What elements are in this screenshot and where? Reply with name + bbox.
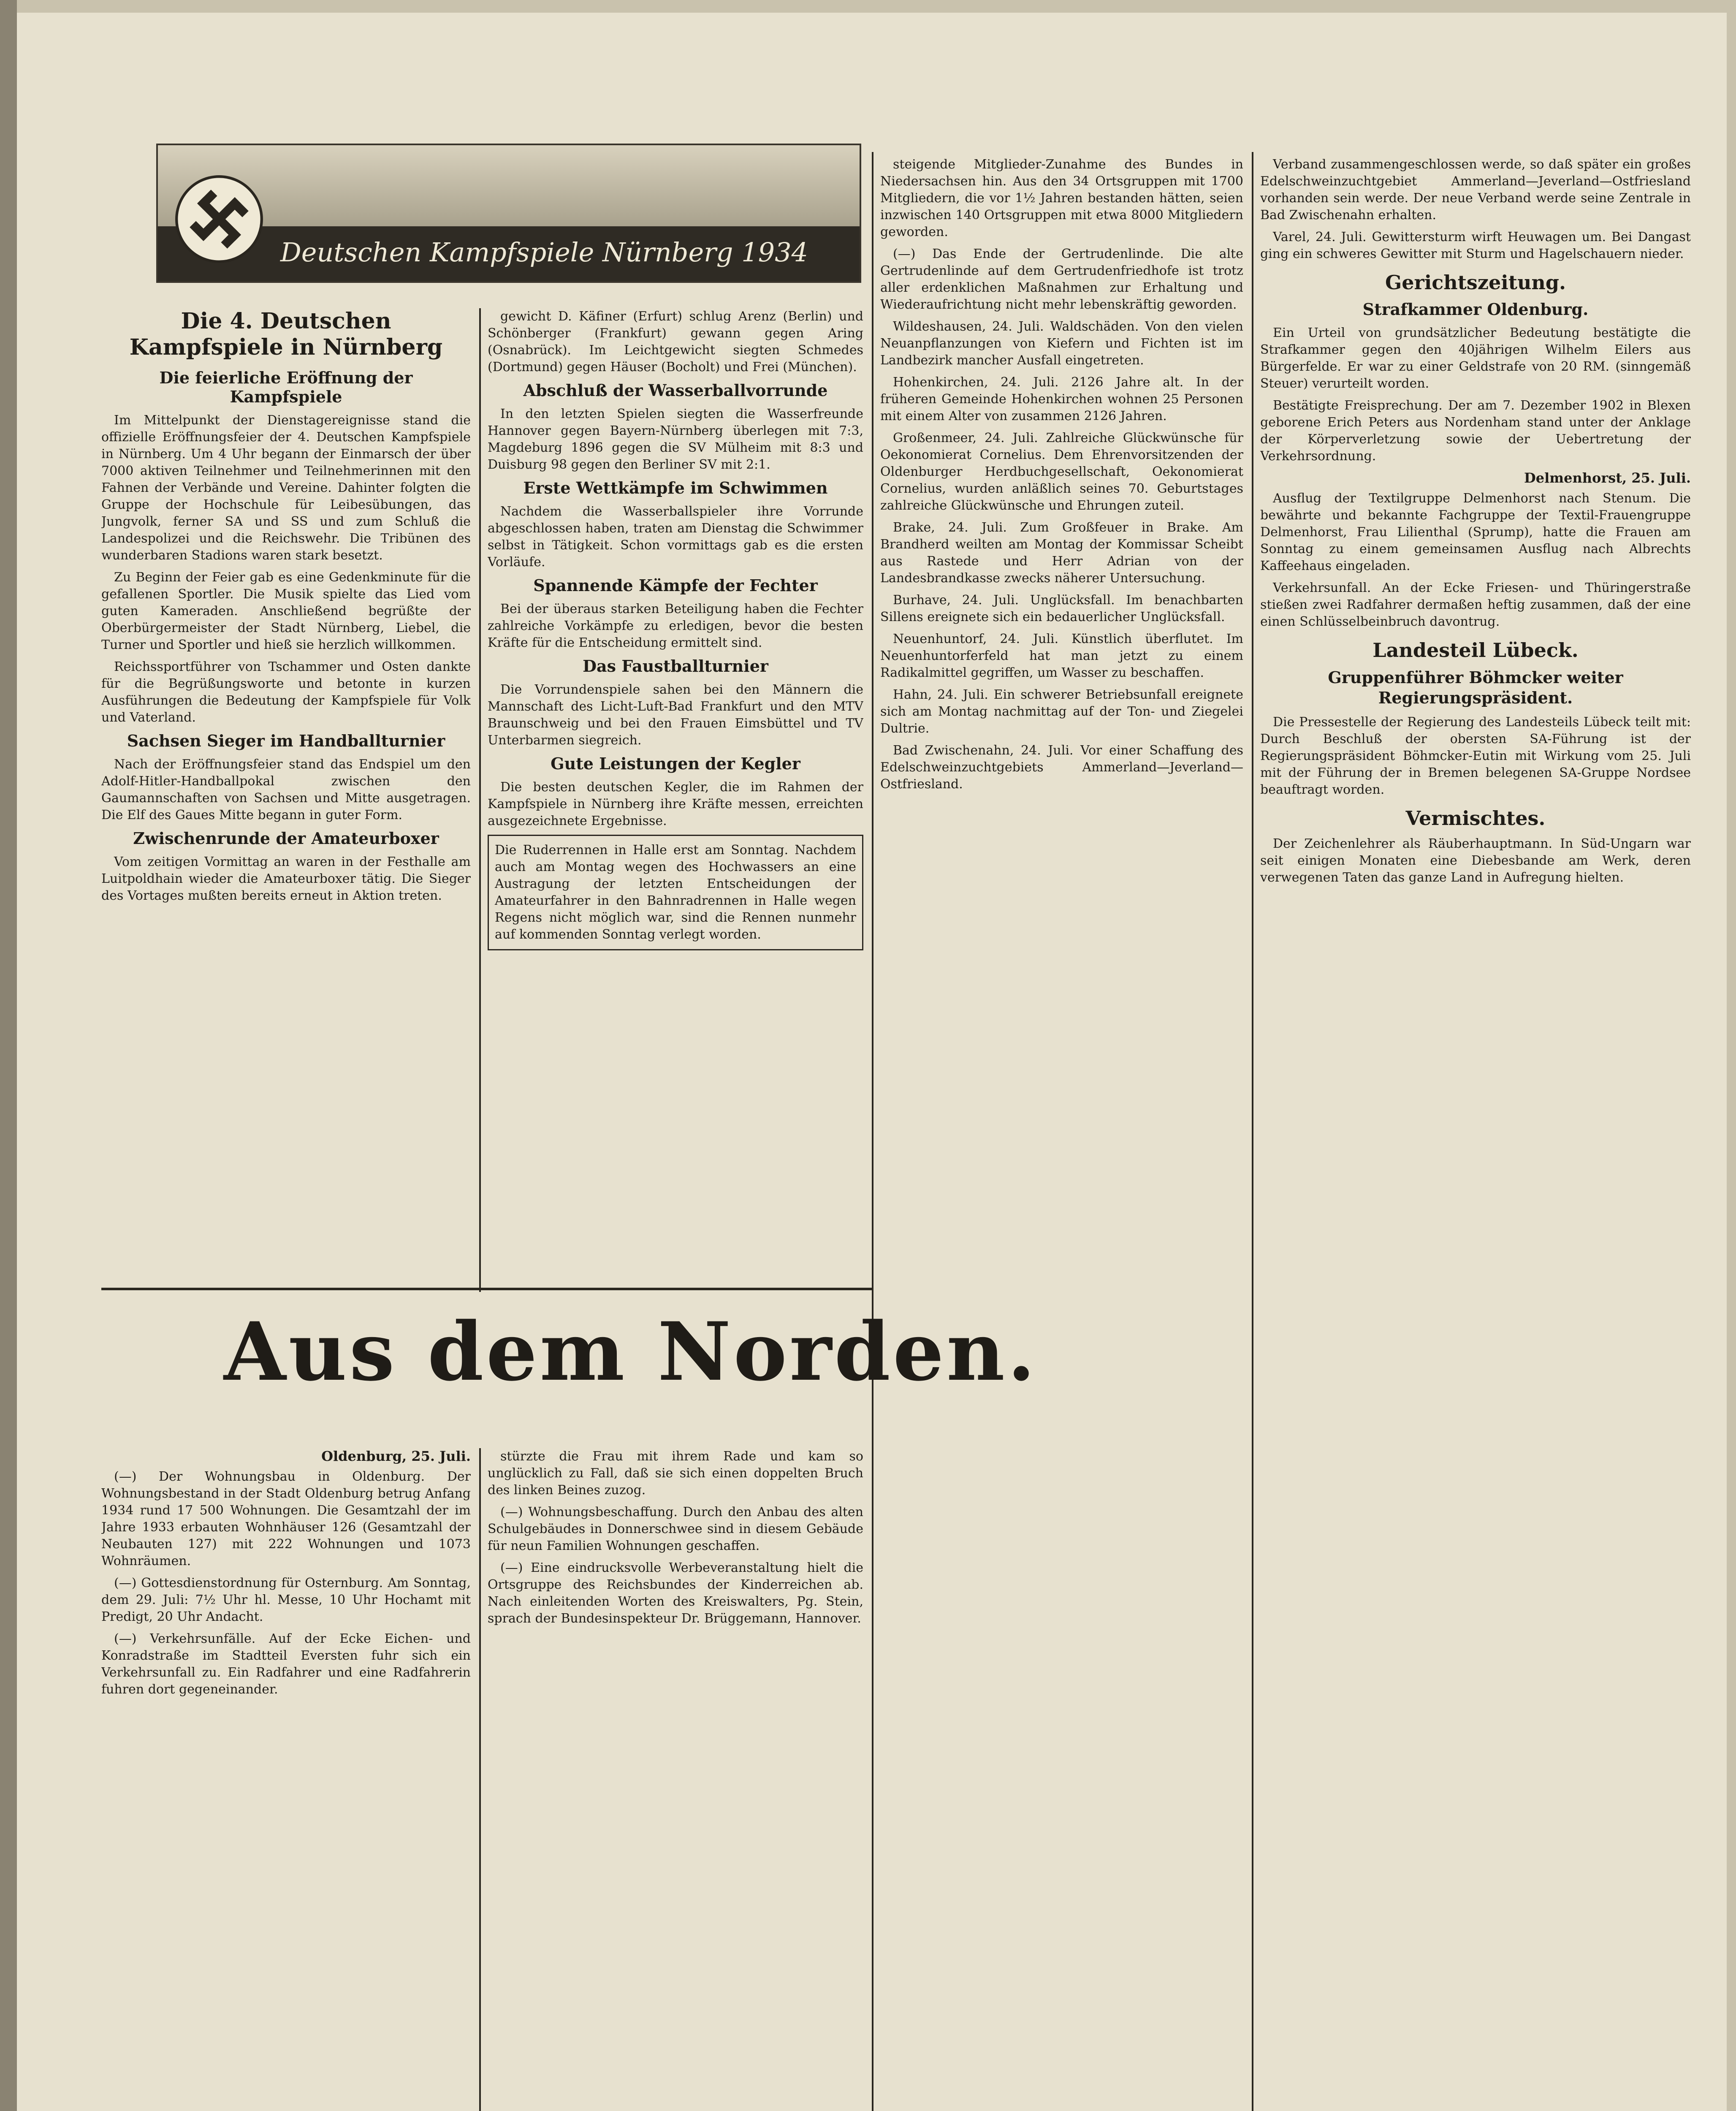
article-paragraph: Bad Zwischenahn, 24. Juli. Vor einer Schaffung des Edelschweinzuchtgebiets Ammerland—Jeverland—Ostfriesland. [880,743,1243,792]
article-paragraph: (—) Der Wohnungsbau in Oldenburg. Der Wohnungsbestand in der Stadt Oldenburg betrug Anfang 1934 rund 17 500 Wohnungen. Die Gesamtzahl der im Jahre 1933 erbauten Wohnhäuser 126 (Gesamtzahl der Neubauten 127) mit 222 Wohnungen und 1073 Wohnräumen. [101,1469,471,1568]
article-paragraph: Neuenhuntorf, 24. Juli. Künstlich überflutet. Im Neuenhuntorferfeld hat man jetzt zu einem Radikalmittel gegriffen, um Wasser zu beschaffen. [880,632,1243,680]
article-paragraph: Bestätigte Freisprechung. Der am 7. Dezember 1902 in Blexen geborene Erich Peters aus Nordenham stand unter der Anklage der Körperverletzung sowie der Uebertretung der Verkehrsordnung. [1260,398,1691,464]
section-masthead: Aus dem Norden. [224,1305,1038,1399]
section-heading: Landesteil Lübeck. [1373,639,1579,662]
column-rule [872,152,873,2111]
column-rule [1252,152,1253,2111]
north-column-left [101,1448,471,2111]
article-subhead: Abschluß der Wasserballvorrunde [523,381,828,400]
article-paragraph: stürzte die Frau mit ihrem Rade und kam so unglücklich zu Fall, daß sie sich einen doppelten Bruch des linken Beines zuzog. [488,1449,863,1498]
article-paragraph: steigende Mitglieder-Zunahme des Bundes in Niedersachsen hin. Aus den 34 Ortsgruppen mit 1700 Mitgliedern, die vor 1½ Jahren bestanden hätten, seien inzwischen 140 Ortsgruppen mit etwa 8000 Mitgliedern geworden. [880,157,1243,239]
section-subheading: Strafkammer Oldenburg. [1362,300,1589,319]
article-paragraph: (—) Gottesdienstordnung für Osternburg. Am Sonntag, dem 29. Juli: 7½ Uhr hl. Messe, 10 Uhr Hochamt mit Predigt, 20 Uhr Andacht. [101,1576,471,1624]
north-column-right [488,1448,863,2111]
dateline: Delmenhorst, 25. Juli. [1524,470,1691,486]
article-paragraph: Hahn, 24. Juli. Ein schwerer Betriebsunfall ereignete sich am Montag nachmittag auf der Ton- und Ziegelei Dultrie. [880,687,1243,736]
article-paragraph: Zu Beginn der Feier gab es eine Gedenkminute für die gefallenen Sportler. Die Musik spielte das Lied vom guten Kameraden. Anschließend begrüßte der Oberbürgermeister der Stadt Nürnberg, Liebel, die Turner und Sportler und hieß sie herzlich willkommen. [101,570,471,652]
article-paragraph: In den letzten Spielen siegten die Wasserfreunde Hannover gegen Bayern-Nürnberg überlegen mit 7:3, Magdeburg 1896 gegen die SV Mülheim mit 8:3 und Duisburg 98 gegen den Berliner SV mit 2:1. [488,407,863,472]
article-paragraph: Wildeshausen, 24. Juli. Waldschäden. Von den vielen Neuanpflanzungen von Kiefern und Fichten ist im Landbezirk mancher Ausfall eingetreten. [880,319,1243,368]
sports-column [488,308,863,1279]
article-paragraph: Reichssportführer von Tschammer und Osten dankte für die Begrüßungsworte und betonte in kurzen Ausführungen die Bedeutung der Kampfspiele für Volk und Vaterland. [101,659,471,725]
article-paragraph: Der Zeichenlehrer als Räuberhauptmann. In Süd-Ungarn war seit einigen Monaten eine Diebesbande am Werk, deren verwegenen Taten das ganze Land in Aufregung hielten. [1260,836,1691,885]
article-paragraph: (—) Das Ende der Gertrudenlinde. Die alte Gertrudenlinde auf dem Gertrudenfriedhofe ist trotz aller erdenklichen Maßnahmen zur Erhaltung und Wiederaufrichtung nicht mehr lebenskräftig geworden. [880,247,1243,312]
article-paragraph: (—) Wohnungsbeschaffung. Durch den Anbau des alten Schulgebäudes in Donnerschwee sind in diesem Gebäude für neun Familien Wohnungen geschaffen. [488,1505,863,1553]
article-subhead: Die feierliche Eröffnung der Kampfspiele [159,368,413,406]
section-subheading: Gruppenführer Böhmcker weiter Regierungspräsident. [1328,668,1623,707]
binding-edge [0,0,17,2111]
article-subhead: Zwischenrunde der Amateurboxer [133,829,439,848]
article-paragraph: Ein Urteil von grundsätzlicher Bedeutung bestätigte die Strafkammer gegen den 40jährigen Wilhelm Eilers aus Bürgerfelde. Er war zu einer Geldstrafe von 20 RM. (sinngemäß Steuer) verurteilt worden. [1260,326,1691,391]
article-paragraph: Die Vorrundenspiele sahen bei den Männern die Mannschaft des Licht-Luft-Bad Frankfurt und den MTV Braunschweig und bei den Frauen Eimsbüttel und TV Unterbarmen siegreich. [488,682,863,748]
section-heading: Vermischtes. [1405,807,1546,830]
article-paragraph: Die besten deutschen Kegler, die im Rahmen der Kampfspiele in Nürnberg ihre Kräfte messen, erreichten ausgezeichnete Ergebnisse. [488,780,863,828]
kampfspiele-banner [156,144,861,283]
boxed-notice: Die Ruderrennen in Halle erst am Sonntag. Nachdem auch am Montag wegen des Hochwassers an eine Austragung der letzten Entscheidungen der Amateurfahrer in den Bahnradrennen in Halle wegen Regens nicht möglich war, sind die Rennen nunmehr auf kommenden Sonntag verlegt worden. [488,835,863,950]
column-rule [479,1448,481,2111]
newspaper-page [17,13,1727,2111]
article-paragraph: Großenmeer, 24. Juli. Zahlreiche Glückwünsche für Oekonomierat Cornelius. Dem Ehrenvorsitzenden der Oldenburger Herdbuchgesellschaft, Oekonomierat Cornelius, wurden anläßlich seines 70. Geburtstages zahlreiche Glückwünsche und Ehrungen zuteil. [880,431,1243,513]
article-paragraph: gewicht D. Käfiner (Erfurt) schlug Arenz (Berlin) und Schönberger (Frankfurt) gewann gegen Aring (Osnabrück). Im Leichtgewicht siegten Schmedes (Dortmund) gegen Häuser (Bocholt) und Frei (München). [488,309,863,374]
article-paragraph: Verkehrsunfall. An der Ecke Friesen- und Thüringerstraße stießen zwei Radfahrer dermaßen heftig zusammen, daß der eine einen Schlüsselbeinbruch davontrug. [1260,581,1691,629]
article-paragraph: Ausflug der Textilgruppe Delmenhorst nach Stenum. Die bewährte und bekannte Fachgruppe der Textil-Frauengruppe Delmenhorst, Frau Lilienthal (Sprump), hatte die Frauen am Sonntag zu einem gemeinsamen Ausflug nach Albrechts Kaffeehaus eingeladen. [1260,491,1691,573]
article-subhead: Spannende Kämpfe der Fechter [533,576,818,595]
article-paragraph: Bei der überaus starken Beteiligung haben die Fechter zahlreiche Vorkämpfe zu erledigen, bevor die besten Kräfte für die Entscheidung ermittelt sind. [488,602,863,650]
article-subhead: Erste Wettkämpfe im Schwimmen [523,478,828,497]
article-paragraph: Die Pressestelle der Regierung des Landesteils Lübeck teilt mit: Durch Beschluß der obersten SA-Führung ist der Regierungspräsident Böhmcker-Eutin mit Wirkung vom 25. Juli mit der Führung der in Bremen belegenen SA-Gruppe Nordsee beauftragt worden. [1260,715,1691,797]
article-paragraph: Brake, 24. Juli. Zum Großfeuer in Brake. Am Brandherd weilten am Montag der Kommissar Scheibt aus Rastede und Herr Adrian von der Landesbrandkasse zwecks näherer Untersuchung. [880,520,1243,586]
article-paragraph: (—) Eine eindrucksvolle Werbeveranstaltung hielt die Ortsgruppe des Reichsbundes der Kinderreichen ab. Nach einleitenden Worten des Kreiswalters, Pg. Stein, sprach der Bundesinspekteur Dr. Brüggemann, Hannover. [488,1560,863,1626]
column-rule [479,308,481,1292]
dateline: Oldenburg, 25. Juli. [321,1448,471,1464]
article-paragraph: (—) Verkehrsunfälle. Auf der Ecke Eichen- und Konradstraße im Stadtteil Eversten fuhr sich ein Verkehrsunfall zu. Ein Radfahrer und eine Radfahrerin fuhren dort gegeneinander. [101,1631,471,1697]
court-and-misc-column [1260,156,1691,2111]
article-paragraph: Im Mittelpunkt der Dienstagereignisse stand die offizielle Eröffnungsfeier der 4. Deutschen Kampfspiele in Nürnberg. Um 4 Uhr begann der Einmarsch der über 7000 aktiven Teilnehmer und Teilnehmerinnen mit den Fahnen der Verbände und Vereine. Dahinter folgten die Gruppe der Hochschule für Leibesübungen, das Jungvolk, ferner SA und SS und zum Schluß die Landespolizei und die Reichswehr. Die Tribünen des wunderbaren Stadions waren stark besetzt. [101,413,471,563]
article-paragraph: Hohenkirchen, 24. Juli. 2126 Jahre alt. In der früheren Gemeinde Hohenkirchen wohnen 25 Personen mit einem Alter von zusammen 2126 Jahren. [880,375,1243,423]
article-subhead: Das Faustballturnier [583,657,768,676]
article-paragraph: Verband zusammengeschlossen werde, so daß später ein großes Edelschweinzuchtgebiet Ammerland—Jeverland—Ostfriesland vorhanden sein werde. Der neue Verband werde seine Zentrale in Bad Zwischenahn erhalten. [1260,157,1691,222]
article-subhead: Sachsen Sieger im Handballturnier [127,731,445,750]
local-news-column [880,156,1243,2111]
article-subhead: Gute Leistungen der Kegler [551,754,800,773]
section-heading: Gerichtszeitung. [1385,271,1566,294]
section-rule [101,1288,872,1290]
article-paragraph: Burhave, 24. Juli. Unglücksfall. Im benachbarten Sillens ereignete sich ein bedauerlicher Unglücksfall. [880,593,1243,624]
article-paragraph: Nachdem die Wasserballspieler ihre Vorrunde abgeschlossen haben, traten am Dienstag die Schwimmer selbst in Tätigkeit. Schon vormittags gab es die ersten Vorläufe. [488,504,863,570]
banner-title: Deutschen Kampfspiele Nürnberg 1934 [280,237,808,268]
kampfspiele-column [101,308,471,1279]
swastika-emblem [175,175,263,263]
article-paragraph: Vom zeitigen Vormittag an waren in der Festhalle am Luitpoldhain wieder die Amateurboxer tätig. Die Sieger des Vortages mußten bereits erneut in Aktion treten. [101,855,471,903]
article-headline: Die 4. Deutschen Kampfspiele in Nürnberg [129,308,443,360]
article-paragraph: Varel, 24. Juli. Gewittersturm wirft Heuwagen um. Bei Dangast ging ein schweres Gewitter mit Sturm und Hagelschauern nieder. [1260,230,1691,261]
article-paragraph: Nach der Eröffnungsfeier stand das Endspiel um den Adolf-Hitler-Handballpokal zwischen den Gaumannschaften von Sachsen und Mitte ausgetragen. Die Elf des Gaues Mitte begann in guter Form. [101,757,471,822]
